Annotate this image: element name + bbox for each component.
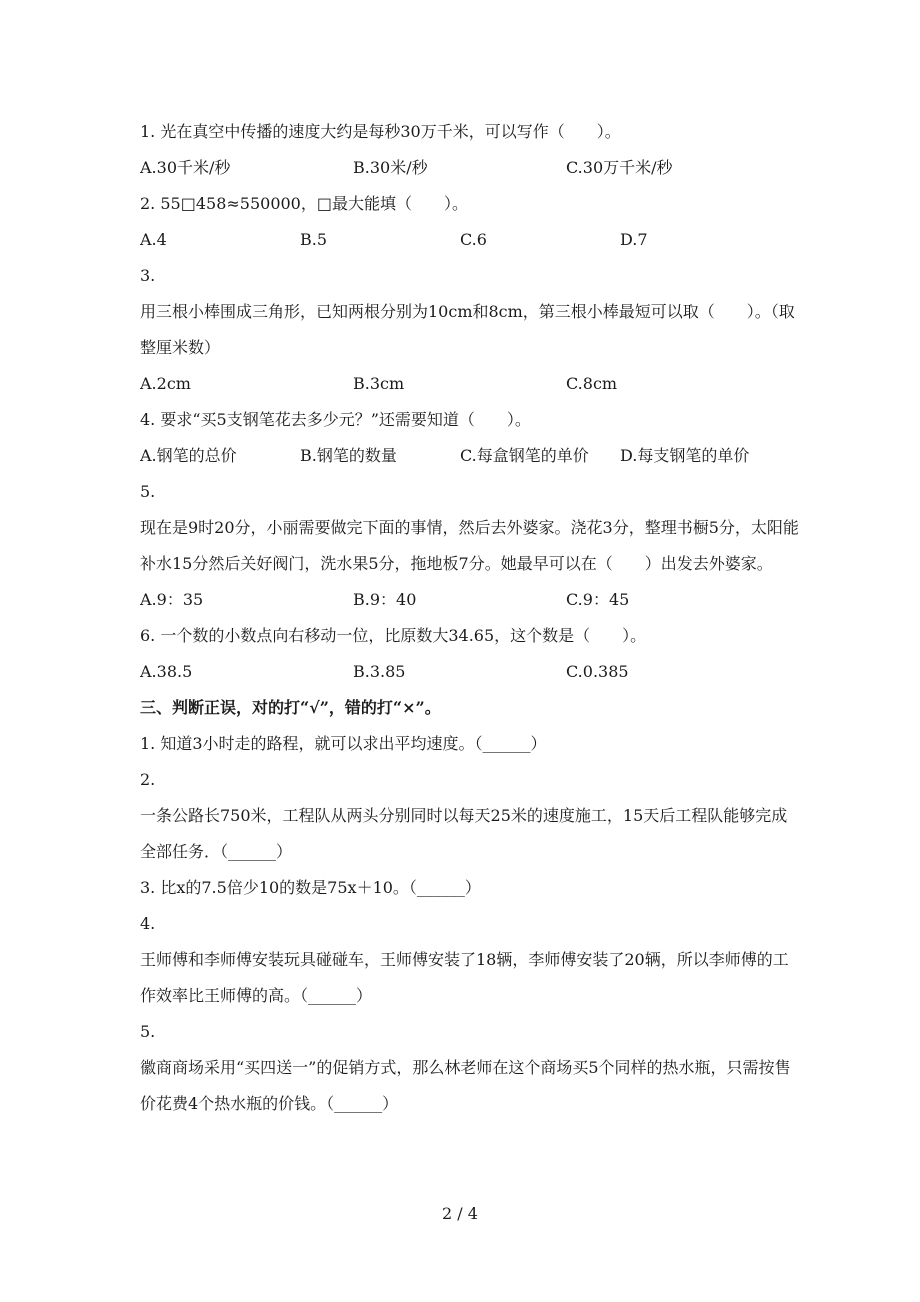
question-6-stem: 6. 一个数的小数点向右移动一位，比原数大34.65，这个数是（ ）。 (140, 626, 647, 645)
question-4-options (140, 438, 800, 474)
option-c[interactable]: C.0.385 (566, 662, 629, 681)
judge-question-2-number: 2. (140, 770, 156, 789)
judge-question-3: 3. 比x的7.5倍少10的数是75x＋10。（______） (140, 878, 481, 897)
judge-question-4-number: 4. (140, 914, 156, 933)
option-a[interactable]: A.钢笔的总价 (140, 446, 237, 465)
option-a[interactable]: A.9：35 (140, 590, 204, 609)
option-a[interactable]: A.2cm (140, 374, 191, 393)
judge-question-1: 1. 知道3小时走的路程，就可以求出平均速度。（______） (140, 734, 547, 753)
option-c[interactable]: C.9：45 (566, 590, 630, 609)
option-a[interactable]: A.30千米/秒 (140, 158, 231, 177)
exam-page (140, 114, 800, 1122)
judge-question-4: 王师傅和李师傅安装玩具碰碰车，王师傅安装了18辆，李师傅安装了20辆，所以李师傅的工作效率比王师傅的高。（______） (140, 950, 789, 1005)
option-b[interactable]: B.30米/秒 (353, 158, 428, 177)
option-d[interactable]: D.每支钢笔的单价 (620, 446, 750, 465)
question-4-stem: 4. 要求“买5支钢笔花去多少元？”还需要知道（ ）。 (140, 410, 531, 429)
question-1-stem: 1. 光在真空中传播的速度大约是每秒30万千米，可以写作（ ）。 (140, 122, 621, 141)
question-2-options (140, 222, 800, 258)
option-b[interactable]: B.钢笔的数量 (300, 446, 397, 465)
option-b[interactable]: B.3.85 (353, 662, 406, 681)
judge-question-2: 一条公路长750米，工程队从两头分别同时以每天25米的速度施工，15天后工程队能够完成全部任务．（______） (140, 806, 788, 861)
question-3-options (140, 366, 800, 402)
option-c[interactable]: C.每盒钢笔的单价 (460, 446, 589, 465)
option-b[interactable]: B.5 (300, 230, 328, 249)
option-b[interactable]: B.3cm (353, 374, 405, 393)
option-d[interactable]: D.7 (620, 230, 648, 249)
page-number: 2 / 4 (442, 1204, 478, 1223)
option-a[interactable]: A.38.5 (140, 662, 193, 681)
question-5-number: 5. (140, 482, 156, 501)
question-6-options (140, 654, 800, 690)
option-b[interactable]: B.9：40 (353, 590, 417, 609)
question-2-stem: 2. 55□458≈550000，□最大能填（ ）。 (140, 194, 468, 213)
section-three-title: 三、判断正误，对的打“√”，错的打“×”。 (140, 698, 441, 717)
question-3-stem: 用三根小棒围成三角形，已知两根分别为10cm和8cm，第三根小棒最短可以取（ ）。（取整厘米数） (140, 302, 795, 357)
option-c[interactable]: C.30万千米/秒 (566, 158, 673, 177)
question-5-stem: 现在是9时20分，小丽需要做完下面的事情，然后去外婆家。浇花3分，整理书橱5分，太阳能补水15分然后关好阀门，洗水果5分，拖地板7分。她最早可以在（ ）出发去外婆家。 (140, 518, 799, 573)
option-c[interactable]: C.8cm (566, 374, 618, 393)
option-c[interactable]: C.6 (460, 230, 487, 249)
judge-question-5: 徽商商场采用“买四送一”的促销方式，那么林老师在这个商场买5个同样的热水瓶，只需按售价花费4个热水瓶的价钱。（______） (140, 1058, 791, 1113)
option-a[interactable]: A.4 (140, 230, 167, 249)
question-3-number: 3. (140, 266, 156, 285)
question-1-options (140, 150, 800, 186)
judge-question-5-number: 5. (140, 1022, 156, 1041)
question-5-options (140, 582, 800, 618)
